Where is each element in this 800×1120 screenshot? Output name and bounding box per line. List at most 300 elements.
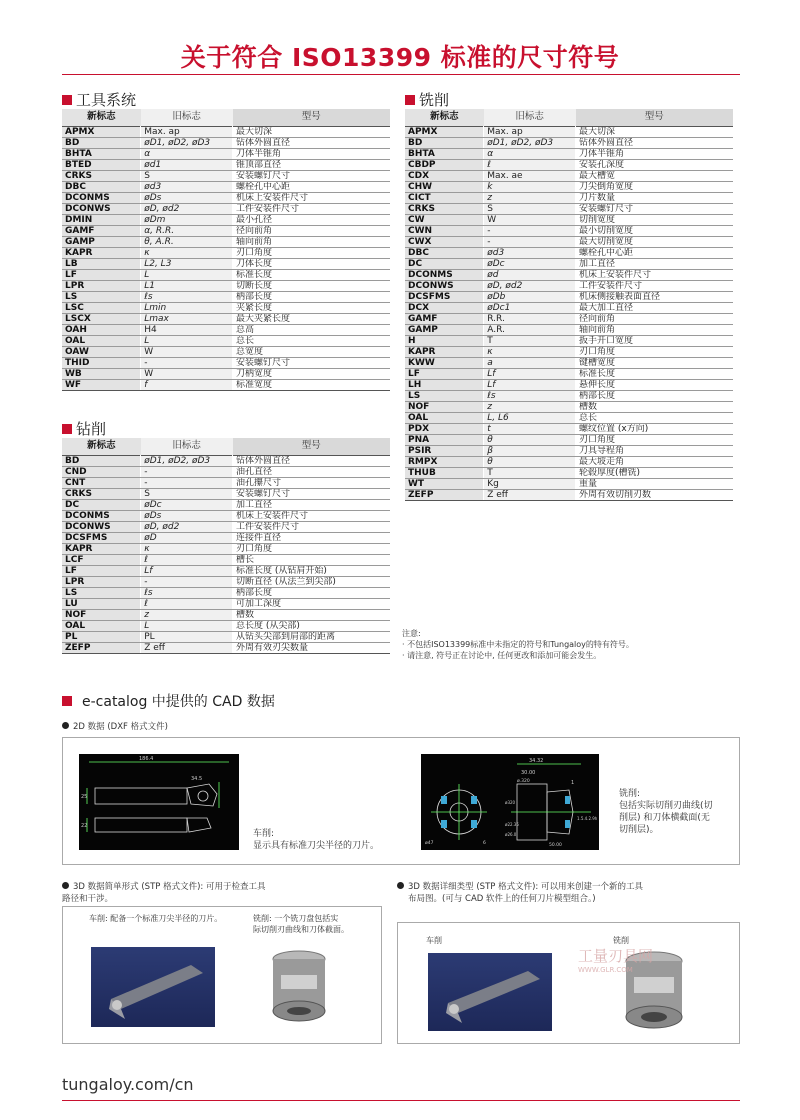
new-symbol-cell: LSCX [62,313,141,324]
description-cell: 总长度 (从尖部) [233,620,390,631]
new-symbol-cell: LPR [62,576,141,587]
description-cell: 工件安装件尺寸 [576,280,733,291]
table-row [405,302,733,313]
milling-dxf-drawing [421,754,599,850]
old-symbol-cell: øD, ød2 [484,280,576,291]
description-cell: 最大切深 [233,126,390,137]
dim-mill-depth: 30.00 [521,770,536,776]
old-symbol-cell: - [484,236,576,247]
dim-mill-tol: 1.5.4.2.9h [577,816,598,821]
old-symbol-cell: Max. ap [484,126,576,137]
old-symbol-cell: ød [484,269,576,280]
old-symbol-cell: øD1, øD2, øD3 [141,137,233,148]
page-title: 关于符合 ISO13399 标准的尺寸符号 [180,43,620,72]
description-cell: 切削宽度 [576,214,733,225]
table-row [62,148,390,159]
new-symbol-cell: CWX [405,236,484,247]
table-row [62,379,390,390]
old-symbol-cell: øDm [141,214,233,225]
description-cell: 径向前角 [576,313,733,324]
simple3d-box [62,906,382,1044]
old-symbol-cell: ℓ [141,598,233,609]
description-cell: 外周有效切削刃数 [576,489,733,500]
table-row [405,357,733,368]
description-cell: 加工直径 [576,258,733,269]
new-symbol-cell: NOF [62,609,141,620]
table-row [62,280,390,291]
old-symbol-cell: øDb [484,291,576,302]
title-rule [62,74,740,75]
new-symbol-cell: CICT [405,192,484,203]
description-cell: 安装螺钉尺寸 [233,170,390,181]
table-header-row [405,109,733,126]
table-row [62,576,390,587]
table-row [405,181,733,192]
turning-dxf-image [79,754,239,850]
new-symbol-cell: LF [405,368,484,379]
table-row [62,346,390,357]
old-symbol-cell: Lf [484,368,576,379]
description-cell: 轴向前角 [233,236,390,247]
table-row [62,466,390,477]
table-row [405,379,733,390]
table-row [405,313,733,324]
new-symbol-cell: LF [62,565,141,576]
new-symbol-cell: CRKS [405,203,484,214]
description-cell: 切断长度 [233,280,390,291]
description-cell: 工件安装件尺寸 [233,521,390,532]
new-symbol-cell: LS [62,587,141,598]
description-cell: 悬伸长度 [576,379,733,390]
table-row [405,423,733,434]
old-symbol-cell: L [141,269,233,280]
old-symbol-cell: T [484,335,576,346]
new-symbol-cell: PSIR [405,445,484,456]
description-cell: 重量 [576,478,733,489]
table-row [62,269,390,280]
milling-dxf-image [421,754,599,850]
table-row [405,324,733,335]
table-row [62,368,390,379]
section-marker-icon [62,696,72,706]
description-cell: 安装螺钉尺寸 [233,357,390,368]
table-row [405,236,733,247]
table-row [405,434,733,445]
new-symbol-cell: H [405,335,484,346]
description-cell: 螺栓孔中心距 [576,247,733,258]
table-row [405,445,733,456]
new-symbol-cell: DC [405,258,484,269]
simple3d-label [62,881,265,905]
table-row [62,357,390,368]
old-symbol-cell: t [484,423,576,434]
new-symbol-cell: DCONWS [405,280,484,291]
description-cell: 连接件直径 [233,532,390,543]
milling-caption-3: 削层) 和刀体横截面(无 [619,813,710,823]
description-cell: 刀体长度 [233,258,390,269]
dim-mill-bore2: ø320 [505,800,516,805]
new-symbol-cell: OAL [62,335,141,346]
description-cell: 油孔攥尺寸 [233,477,390,488]
old-symbol-cell: a [484,357,576,368]
table-row [62,324,390,335]
description-cell: 标准长度 [233,269,390,280]
dim-mill-bore: ø.320 [517,779,530,784]
column-header: 新标志 [62,438,141,455]
description-cell: 槽数 [576,401,733,412]
table-row [405,368,733,379]
new-symbol-cell: OAW [62,346,141,357]
description-cell: 总宽度 [233,346,390,357]
new-symbol-cell: WF [62,379,141,390]
new-symbol-cell: APMX [62,126,141,137]
table-row [62,214,390,225]
description-cell: 钻体外圆直径 [576,137,733,148]
new-symbol-cell: BD [62,137,141,148]
old-symbol-cell: Lmin [141,302,233,313]
old-symbol-cell: β [484,445,576,456]
watermark-text: 工量刃具网 [578,947,654,965]
table-row [405,478,733,489]
description-cell: 轴向前角 [576,324,733,335]
tool-symbol-table [62,109,390,391]
drilling-symbol-table [62,438,390,654]
description-cell: 夹紧长度 [233,302,390,313]
dim-width: 22 [81,823,88,829]
description-cell: 最大加工直径 [576,302,733,313]
table-row [405,335,733,346]
table-row [405,170,733,181]
old-symbol-cell: W [484,214,576,225]
tool-section-heading [62,89,136,110]
table-row [62,521,390,532]
description-cell: 柄部长度 [233,587,390,598]
old-symbol-cell: S [484,203,576,214]
new-symbol-cell: CHW [405,181,484,192]
simple3d-line-1: 3D 数据简单形式 (STP 格式文件): 可用于检查工具 [73,882,266,892]
new-symbol-cell: LB [62,258,141,269]
description-cell: 总长 [576,412,733,423]
old-symbol-cell: Z eff [141,642,233,653]
table-row [62,598,390,609]
table-row [405,247,733,258]
description-cell: 槽长 [233,554,390,565]
old-symbol-cell: θ, A.R. [141,236,233,247]
new-symbol-cell: PDX [405,423,484,434]
tool-heading-text: 工具系统 [76,91,137,109]
table-row [405,291,733,302]
turning-dxf-drawing [79,754,239,850]
old-symbol-cell: ℓs [141,587,233,598]
description-cell: 柄部长度 [233,291,390,302]
description-cell: 径向前角 [233,225,390,236]
column-header: 新标志 [62,109,141,126]
column-header: 型号 [233,438,390,455]
bullet-icon [62,882,69,889]
old-symbol-cell: ℓs [141,291,233,302]
table-row [405,126,733,137]
table-row [62,631,390,642]
old-symbol-cell: κ [484,346,576,357]
new-symbol-cell: KAPR [62,543,141,554]
old-symbol-cell: L1 [141,280,233,291]
old-symbol-cell: Max. ap [141,126,233,137]
description-cell: 加工直径 [233,499,390,510]
description-cell: 刃口角度 [576,434,733,445]
new-symbol-cell: LSC [62,302,141,313]
dim-mill-pitch: ø47 [425,841,434,846]
table-row [62,335,390,346]
cad-heading [62,691,275,711]
milling-caption-4: 切削层)。 [619,825,659,835]
new-symbol-cell: WB [62,368,141,379]
description-cell: 柄部长度 [576,390,733,401]
new-symbol-cell: KWW [405,357,484,368]
table-row [62,642,390,653]
new-symbol-cell: KAPR [405,346,484,357]
description-cell: 机床上安装件尺寸 [576,269,733,280]
simple3d-line-2: 路径和干涉。 [62,894,114,904]
old-symbol-cell: Lmax [141,313,233,324]
description-cell: 标准宽度 [233,379,390,390]
old-symbol-cell: W [141,368,233,379]
milling-symbol-table [405,109,733,501]
description-cell: 键槽宽度 [576,357,733,368]
table-row [405,280,733,291]
turning-tool-render-detail [428,953,552,1031]
new-symbol-cell: DCONMS [62,510,141,521]
new-symbol-cell: CRKS [62,488,141,499]
description-cell: 刀尖倒角宽度 [576,181,733,192]
new-symbol-cell: APMX [405,126,484,137]
table-row [62,455,390,466]
old-symbol-cell: S [141,170,233,181]
old-symbol-cell: k [484,181,576,192]
table-row [405,467,733,478]
old-symbol-cell: - [141,576,233,587]
new-symbol-cell: CBDP [405,159,484,170]
description-cell: 安装孔深度 [576,159,733,170]
description-cell: 切断直径 (从法兰到尖部) [233,576,390,587]
old-symbol-cell: Max. ae [484,170,576,181]
d2-label [62,721,168,733]
new-symbol-cell: OAL [405,412,484,423]
description-cell: 刃口角度 [233,543,390,554]
detail3d-mill-caption: 铣削 [613,936,629,945]
description-cell: 最大夹紧长度 [233,313,390,324]
old-symbol-cell: - [141,477,233,488]
old-symbol-cell: Lf [484,379,576,390]
simple3d-turn-caption: 车削: 配备一个标准刀尖半径的刀片。 [89,914,223,923]
description-cell: 标准长度 [576,368,733,379]
new-symbol-cell: LS [62,291,141,302]
table-row [62,126,390,137]
description-cell: 最大坡走角 [576,456,733,467]
table-row [62,620,390,631]
detail3d-turning-render [428,953,552,1031]
table-row [405,401,733,412]
new-symbol-cell: DCX [405,302,484,313]
table-header-row [62,438,390,455]
detail3d-label [397,881,643,905]
detail3d-turn-caption: 车削 [426,936,442,945]
dim-head: 34.5 [191,776,203,782]
column-header: 旧标志 [141,438,233,455]
old-symbol-cell: H4 [141,324,233,335]
new-symbol-cell: THID [62,357,141,368]
drilling-heading-text: 钻削 [76,420,107,438]
old-symbol-cell: α [484,148,576,159]
cad-2d-box [62,737,740,865]
section-marker-icon [405,95,415,105]
turning-caption [253,828,379,852]
old-symbol-cell: øD, ød2 [141,521,233,532]
table-row [405,192,733,203]
dim-mill-teeth: 6 [483,841,486,846]
detail3d-line-1: 3D 数据详细类型 (STP 格式文件): 可以用来创建一个新的工具 [408,882,643,892]
old-symbol-cell: L [141,335,233,346]
dim-mill-d2: ø22.35 [505,822,519,827]
table-row [62,510,390,521]
new-symbol-cell: DMIN [62,214,141,225]
column-header: 旧标志 [141,109,233,126]
description-cell: 刃口角度 [233,247,390,258]
description-cell: 刀体半锥角 [576,148,733,159]
table-row [62,565,390,576]
drilling-section-heading [62,418,106,439]
description-cell: 总高 [233,324,390,335]
table-row [62,181,390,192]
table-row [62,313,390,324]
table-row [62,236,390,247]
column-header: 型号 [233,109,390,126]
column-header: 新标志 [405,109,484,126]
table-row [405,137,733,148]
d2-label-text: 2D 数据 (DXF 格式文件) [73,722,168,732]
new-symbol-cell: LS [405,390,484,401]
table-row [62,203,390,214]
table-row [62,488,390,499]
old-symbol-cell: øD1, øD2, øD3 [141,455,233,466]
table-row [405,214,733,225]
table-row [405,159,733,170]
new-symbol-cell: DC [62,499,141,510]
old-symbol-cell: Z eff [484,489,576,500]
description-cell: 最大切削宽度 [576,236,733,247]
new-symbol-cell: BHTA [405,148,484,159]
table-row [62,137,390,148]
old-symbol-cell: f [141,379,233,390]
milling-caption-1: 铣削: [619,789,641,799]
simple3d-milling-render [259,945,339,1031]
new-symbol-cell: GAMP [62,236,141,247]
description-cell: 刃口角度 [576,346,733,357]
description-cell: 可加工深度 [233,598,390,609]
table-row [62,609,390,620]
description-cell: 安装螺钉尺寸 [576,203,733,214]
description-cell: 最小孔径 [233,214,390,225]
table-row [405,489,733,500]
old-symbol-cell: R.R. [484,313,576,324]
turning-caption-2: 显示具有标准刀尖半径的刀片。 [253,841,380,851]
dim-length: 186.4 [139,756,154,762]
new-symbol-cell: OAL [62,620,141,631]
table-row [405,148,733,159]
old-symbol-cell: øD, ød2 [141,203,233,214]
old-symbol-cell: ℓs [484,390,576,401]
footer-rule [62,1100,740,1101]
dim-height: 25 [81,794,88,800]
footer-url[interactable]: tungaloy.com/cn [62,1075,194,1094]
old-symbol-cell: - [141,357,233,368]
milling-caption [619,788,713,836]
table-row [62,499,390,510]
description-cell: 扳手开口宽度 [576,335,733,346]
table-row [62,543,390,554]
table-row [405,258,733,269]
description-cell: 钻体外圆直径 [233,455,390,466]
description-cell: 机床上安装件尺寸 [233,510,390,521]
section-marker-icon [62,95,72,105]
new-symbol-cell: ZEFP [62,642,141,653]
description-cell: 刀片数量 [576,192,733,203]
milling-caption-2: 包括实际切削刃曲线(切 [619,801,713,811]
new-symbol-cell: BD [405,137,484,148]
table-row [62,302,390,313]
new-symbol-cell: KAPR [62,247,141,258]
old-symbol-cell: α, R.R. [141,225,233,236]
old-symbol-cell: S [141,488,233,499]
old-symbol-cell: W [141,346,233,357]
milling-tool-render [259,945,339,1031]
table-row [405,390,733,401]
old-symbol-cell: θ [484,434,576,445]
notes-line-2: · 请注意, 符号正在讨论中, 任何更改和添加可能会发生。 [402,651,602,660]
description-cell: 从钻头尖部到肩部的距离 [233,631,390,642]
bullet-icon [397,882,404,889]
new-symbol-cell: DCSFMS [405,291,484,302]
old-symbol-cell: - [141,466,233,477]
old-symbol-cell: A.R. [484,324,576,335]
description-cell: 螺纹位置 (x方向) [576,423,733,434]
new-symbol-cell: DCONMS [62,192,141,203]
new-symbol-cell: ZEFP [405,489,484,500]
bullet-icon [62,722,69,729]
old-symbol-cell: θ [484,456,576,467]
table-header-row [62,109,390,126]
table-row [62,225,390,236]
table-row [62,258,390,269]
new-symbol-cell: LCF [62,554,141,565]
section-marker-icon [62,424,72,434]
new-symbol-cell: RMPX [405,456,484,467]
new-symbol-cell: LPR [62,280,141,291]
new-symbol-cell: CNT [62,477,141,488]
table-row [405,203,733,214]
new-symbol-cell: CWN [405,225,484,236]
description-cell: 机床上安装件尺寸 [233,192,390,203]
description-cell: 刀柄宽度 [233,368,390,379]
table-row [405,456,733,467]
old-symbol-cell: z [141,609,233,620]
simple3d-mill-caption [253,913,349,935]
old-symbol-cell: - [484,225,576,236]
watermark-url: WWW.GLR.COM [578,966,633,974]
new-symbol-cell: WT [405,478,484,489]
old-symbol-cell: L [141,620,233,631]
old-symbol-cell: øDs [141,510,233,521]
old-symbol-cell: øDs [141,192,233,203]
